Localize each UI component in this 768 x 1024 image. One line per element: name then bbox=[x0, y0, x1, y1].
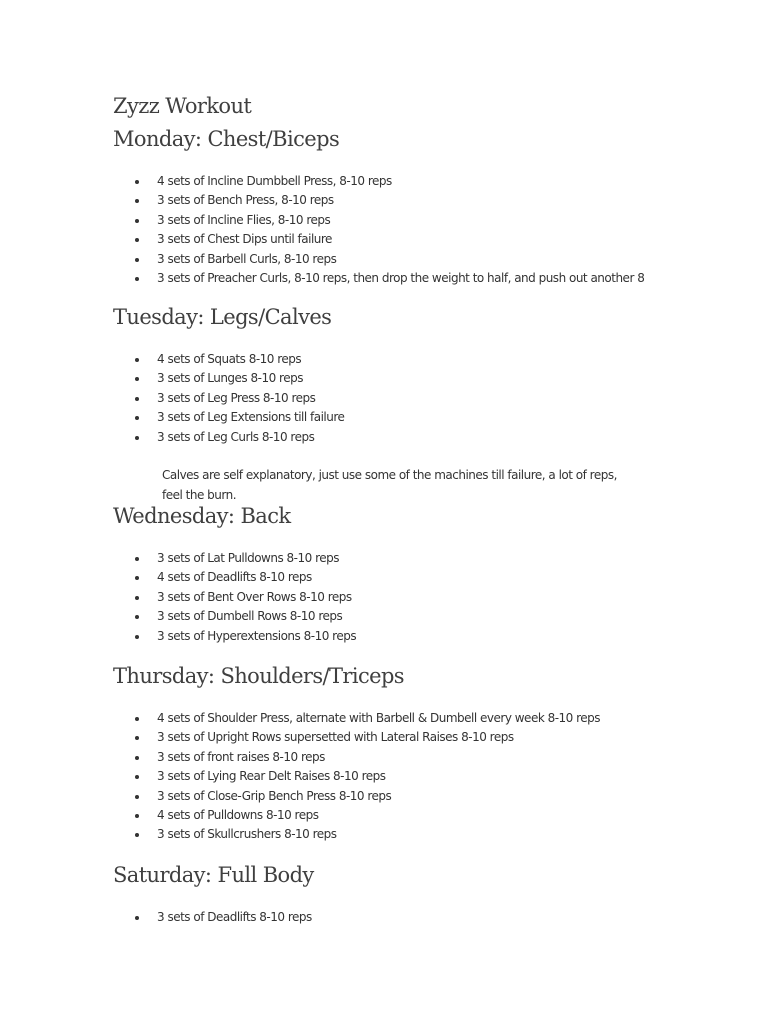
exercise-list-thursday bbox=[130, 709, 600, 845]
exercise-list-tuesday bbox=[130, 350, 344, 447]
list-item: 3 sets of Upright Rows supersetted with Lateral Raises 8-10 reps bbox=[130, 728, 600, 747]
list-item: 3 sets of Lat Pulldowns 8-10 reps bbox=[130, 549, 356, 568]
day-heading-monday: Monday: Chest/Biceps bbox=[113, 127, 340, 151]
list-item: 3 sets of Bent Over Rows 8-10 reps bbox=[130, 588, 356, 607]
day-heading-wednesday: Wednesday: Back bbox=[113, 504, 291, 528]
exercise-list-saturday bbox=[130, 908, 312, 927]
list-item: 3 sets of Dumbell Rows 8-10 reps bbox=[130, 607, 356, 626]
list-item: 3 sets of Incline Flies, 8-10 reps bbox=[130, 211, 644, 230]
list-item: 4 sets of Shoulder Press, alternate with Barbell & Dumbell every week 8-10 reps bbox=[130, 709, 600, 728]
day-heading-tuesday: Tuesday: Legs/Calves bbox=[113, 305, 332, 329]
list-item: 4 sets of Pulldowns 8-10 reps bbox=[130, 806, 600, 825]
day-heading-thursday: Thursday: Shoulders/Triceps bbox=[113, 664, 404, 688]
list-item: 3 sets of Deadlifts 8-10 reps bbox=[130, 908, 312, 927]
list-item: 3 sets of Chest Dips until failure bbox=[130, 230, 644, 249]
list-item: 4 sets of Squats 8-10 reps bbox=[130, 350, 344, 369]
document-title: Zyzz Workout bbox=[113, 94, 252, 118]
exercise-list-wednesday bbox=[130, 549, 356, 646]
day-heading-saturday: Saturday: Full Body bbox=[113, 863, 314, 887]
list-item: 3 sets of Barbell Curls, 8-10 reps bbox=[130, 250, 644, 269]
list-item: 3 sets of Leg Extensions till failure bbox=[130, 408, 344, 427]
list-item: 4 sets of Deadlifts 8-10 reps bbox=[130, 568, 356, 587]
exercise-list-monday bbox=[130, 172, 644, 288]
list-item: 3 sets of Leg Press 8-10 reps bbox=[130, 389, 344, 408]
list-item: 3 sets of Preacher Curls, 8-10 reps, then drop the weight to half, and push out another 8 bbox=[130, 269, 644, 288]
list-item: 4 sets of Incline Dumbbell Press, 8-10 reps bbox=[130, 172, 644, 191]
list-item: 3 sets of Close-Grip Bench Press 8-10 reps bbox=[130, 787, 600, 806]
list-item: 3 sets of Lying Rear Delt Raises 8-10 reps bbox=[130, 767, 600, 786]
list-item: 3 sets of Skullcrushers 8-10 reps bbox=[130, 825, 600, 844]
calves-note: Calves are self explanatory, just use some of the machines till failure, a lot of reps, feel the burn. bbox=[162, 468, 617, 502]
list-item: 3 sets of Lunges 8-10 reps bbox=[130, 369, 344, 388]
list-item: 3 sets of front raises 8-10 reps bbox=[130, 748, 600, 767]
list-item: 3 sets of Leg Curls 8-10 reps bbox=[130, 428, 344, 447]
list-item: 3 sets of Hyperextensions 8-10 reps bbox=[130, 627, 356, 646]
list-item: 3 sets of Bench Press, 8-10 reps bbox=[130, 191, 644, 210]
